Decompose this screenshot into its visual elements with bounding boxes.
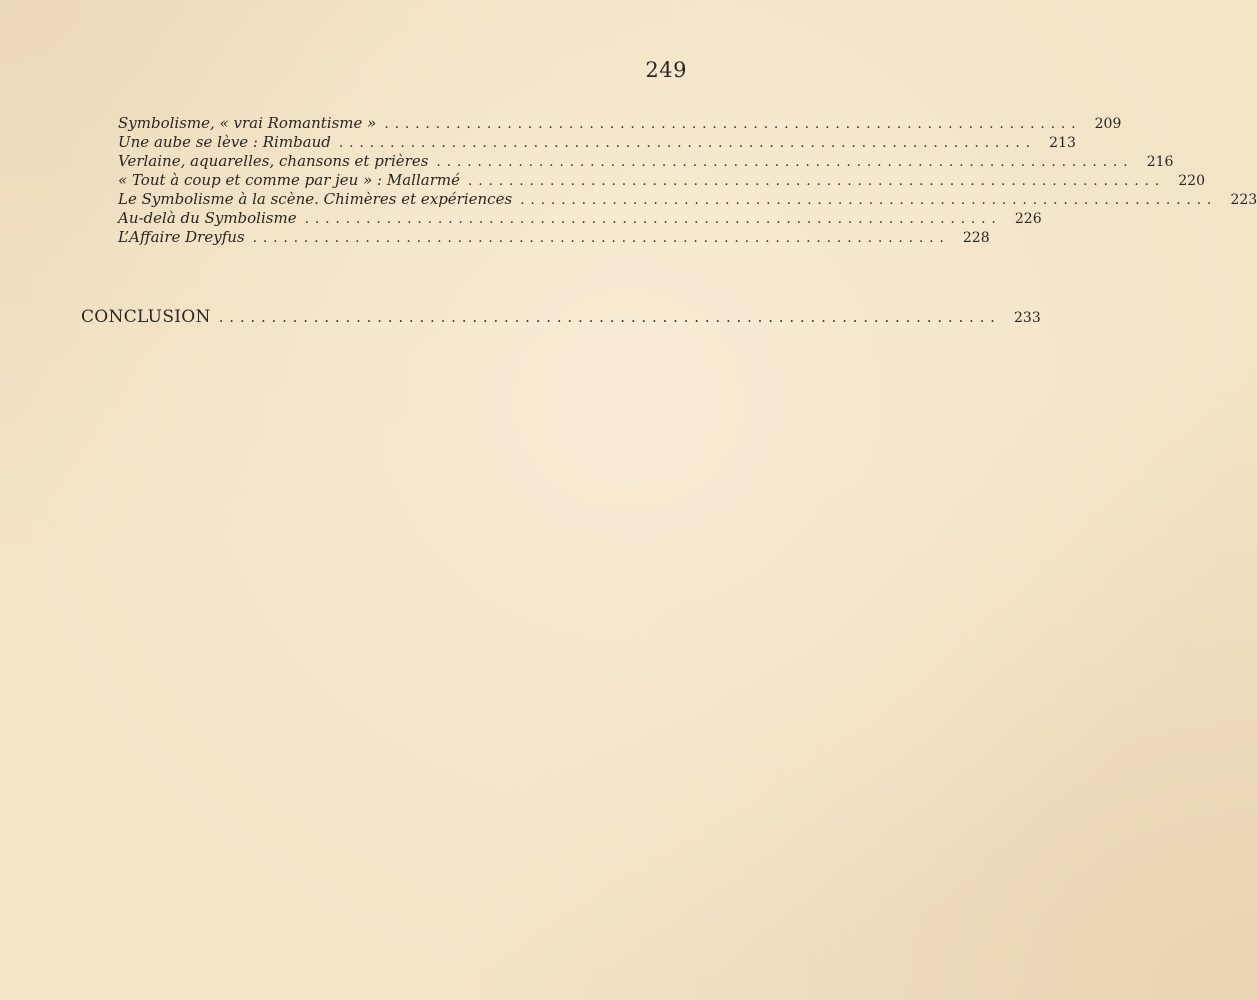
toc-entry-title: Au-delà du Symbolisme xyxy=(118,209,297,227)
table-of-contents xyxy=(118,114,1257,247)
toc-entry-page: 226 xyxy=(1014,211,1042,227)
toc-conclusion xyxy=(81,305,1041,329)
toc-entry-page: 209 xyxy=(1094,116,1122,132)
toc-entry xyxy=(118,209,1042,228)
toc-entry-title: Verlaine, aquarelles, chansons et prières xyxy=(118,152,429,170)
toc-entry-title: Une aube se lève : Rimbaud xyxy=(118,133,331,151)
toc-entry-page: 228 xyxy=(962,230,990,246)
toc-entry-page: 223 xyxy=(1230,192,1257,208)
page-number: 249 xyxy=(645,58,687,82)
dot-leader: .................................................................... xyxy=(436,154,1134,170)
dot-leader: .................................................................... xyxy=(338,135,1036,151)
toc-entry-title: L’Affaire Dreyfus xyxy=(118,228,245,246)
toc-entry xyxy=(118,190,1257,209)
toc-entry xyxy=(118,171,1205,190)
toc-entry xyxy=(118,228,990,247)
dot-leader: .................................................................... xyxy=(520,192,1218,208)
dot-leader: .................................................................... xyxy=(467,173,1165,189)
toc-entry-page: 220 xyxy=(1178,173,1205,189)
toc-entry xyxy=(118,152,1174,171)
toc-entry-title: Le Symbolisme à la scène. Chimères et expériences xyxy=(118,190,513,208)
dot-leader: .................................................................... xyxy=(304,211,1002,227)
toc-entry-title: « Tout à coup et comme par jeu » : Mallarmé xyxy=(118,171,460,189)
toc-entry-title: Symbolisme, « vrai Romantisme » xyxy=(118,114,377,132)
dot-leader: .......................................................................... xyxy=(218,308,1001,326)
dot-leader: .................................................................... xyxy=(384,116,1082,132)
toc-entry-page: 213 xyxy=(1049,135,1076,151)
toc-entry xyxy=(118,114,1122,133)
toc-conclusion-title: CONCLUSION xyxy=(81,307,211,327)
toc-entry xyxy=(118,133,1076,152)
toc-entry-page: 216 xyxy=(1146,154,1174,170)
dot-leader: .................................................................... xyxy=(252,230,950,246)
toc-conclusion-page: 233 xyxy=(1014,310,1041,326)
